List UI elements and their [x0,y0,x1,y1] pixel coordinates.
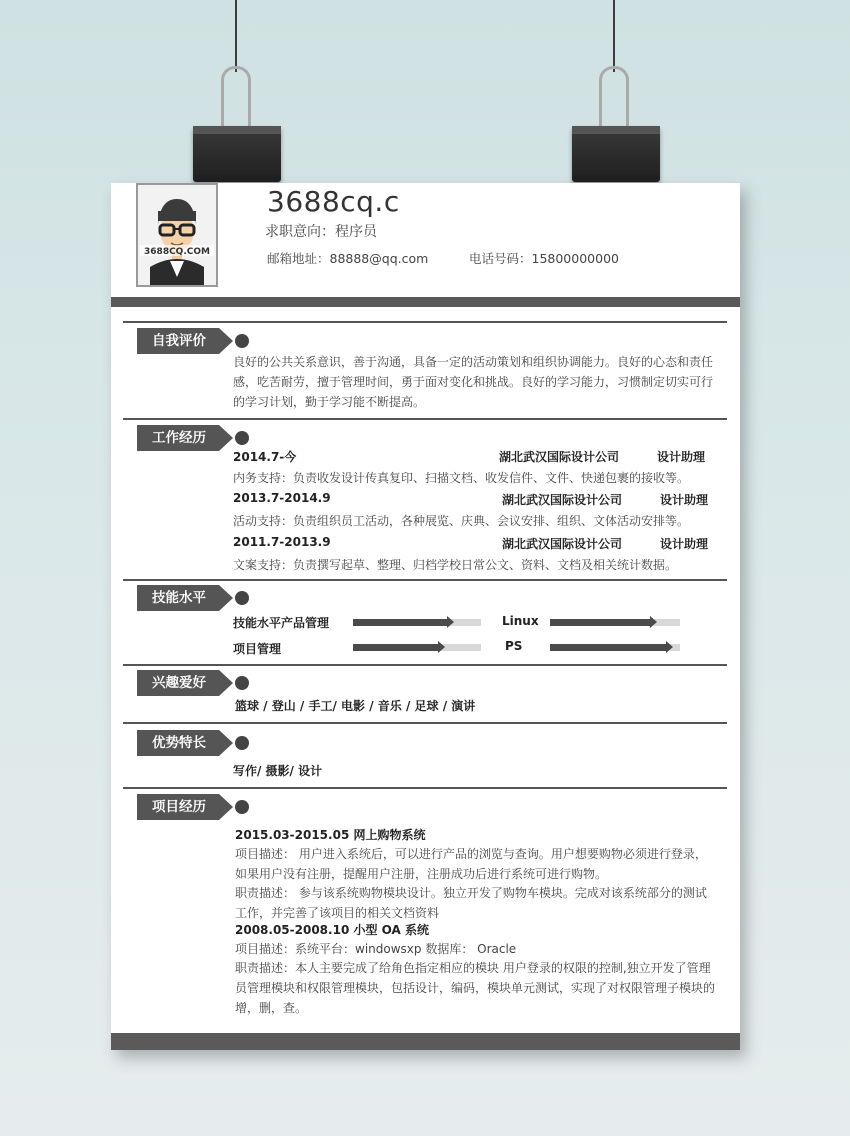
work-company: 湖北武汉国际设计公司 [502,493,623,507]
section-bullet-dot [235,736,249,750]
avatar-illustration [138,185,216,285]
binder-clip-handle-left [221,66,251,132]
skill-bar [550,644,680,651]
work-desc: 文案支持：负责撰写起草、整理、归档学校日常公文、资料、文档及相关统计数据。 [233,558,678,572]
section-rule-hobbies [123,664,727,666]
candidate-name: 3688cq.c [267,185,400,218]
section-bullet-dot [235,591,249,605]
work-desc: 活动支持：负责组织员工活动，各种展览、庆典、会议安排、组织、文体活动安排等。 [233,514,690,528]
section-rule-self-eval [123,321,727,323]
section-title-work: 工作经历 [152,430,206,446]
section-title-projects: 项目经历 [152,799,206,815]
skill-name: 项目管理 [233,642,282,656]
project-heading: 2008.05-2008.10 小型 OA 系统 [235,923,429,937]
section-tag-self-eval [137,328,221,354]
section-bullet-dot [235,800,249,814]
binder-clip-left [193,126,281,182]
skill-name: Linux [502,614,539,628]
work-company: 湖北武汉国际设计公司 [502,537,623,551]
profile-photo [136,183,218,287]
section-rule-projects [123,787,727,789]
footer-bar [111,1033,740,1050]
skill-bar-fill [353,619,448,626]
phone-number: 电话号码：15800000000 [469,251,619,266]
section-title-skills: 技能水平 [152,590,206,606]
section-tag-projects [137,794,221,820]
skill-bar [550,619,680,626]
skill-bar [353,644,481,651]
job-intent: 求职意向：程序员 [265,224,377,240]
section-tag-strengths [137,730,221,756]
skill-name: PS [505,639,523,653]
work-company: 湖北武汉国际设计公司 [499,450,620,464]
section-tag-hobbies [137,670,221,696]
email-address: 邮箱地址：88888@qq.com [267,251,429,266]
skill-bar [353,619,481,626]
work-date: 2011.7-2013.9 [233,535,331,549]
strengths-text: 写作/ 摄影/ 设计 [233,764,323,778]
work-role: 设计助理 [657,450,706,464]
work-role: 设计助理 [660,493,709,507]
binder-clip-right [572,126,660,182]
skill-bar-fill [353,644,439,651]
project-description: 项目描述： 用户进入系统后，可以进行产品的浏览与查询。用户想要购物必须进行登录，如果用户没有注册，提醒用户注册，注册成功后进行系统可进行购物。 [235,847,707,881]
work-desc: 内务支持：负责收发设计传真复印、扫描文档、收发信件、文件、快递包裹的接收等。 [233,471,690,485]
project-duty: 职责描述：本人主要完成了给角色指定相应的模块 用户登录的权限的控制,独立开发了管理员管理模块和权限管理模块，包括设计，编码，模块单元测试，实现了对权限管理子模块的增，删，查。 [235,961,716,1015]
header-divider-bar [111,297,740,307]
work-date: 2013.7-2014.9 [233,491,331,505]
project-duty: 职责描述： 参与该系统购物模块设计。独立开发了购物车模块。完成对该系统部分的测试工作，并完善了该项目的相关文档资料 [235,886,707,920]
resume-sheet [111,183,740,1050]
section-tag-work [137,425,221,451]
binder-clip-handle-right [599,66,629,132]
project-heading: 2015.03-2015.05 网上购物系统 [235,828,426,842]
work-role: 设计助理 [660,537,709,551]
section-title-strengths: 优势特长 [152,735,206,751]
photo-watermark: 3688CQ.COM [144,247,210,257]
project-description: 项目描述：系统平台：windowsxp 数据库： Oracle [235,942,517,956]
section-rule-work [123,418,727,420]
skill-bar-fill [550,619,651,626]
hanging-wire-left [235,0,237,72]
section-bullet-dot [235,431,249,445]
section-tag-skills [137,585,221,611]
section-rule-skills [123,579,727,581]
section-rule-strengths [123,722,727,724]
work-date: 2014.7-今 [233,450,297,464]
section-bullet-dot [235,676,249,690]
section-title-hobbies: 兴趣爱好 [152,675,206,691]
skill-bar-fill [550,644,667,651]
skill-name: 技能水平产品管理 [233,616,330,630]
self-eval-text: 良好的公共关系意识，善于沟通，具备一定的活动策划和组织协调能力。良好的心态和责任感，吃苦耐劳，擅于管理时间，勇于面对变化和挑战。良好的学习能力，习惯制定切实可行的学习计划，勤于学习能不断提高。 [233,355,714,409]
section-bullet-dot [235,334,249,348]
hobbies-text: 篮球 / 登山 / 手工/ 电影 / 音乐 / 足球 / 演讲 [235,699,476,713]
hanging-wire-right [613,0,615,72]
section-title-self-eval: 自我评价 [152,333,206,349]
